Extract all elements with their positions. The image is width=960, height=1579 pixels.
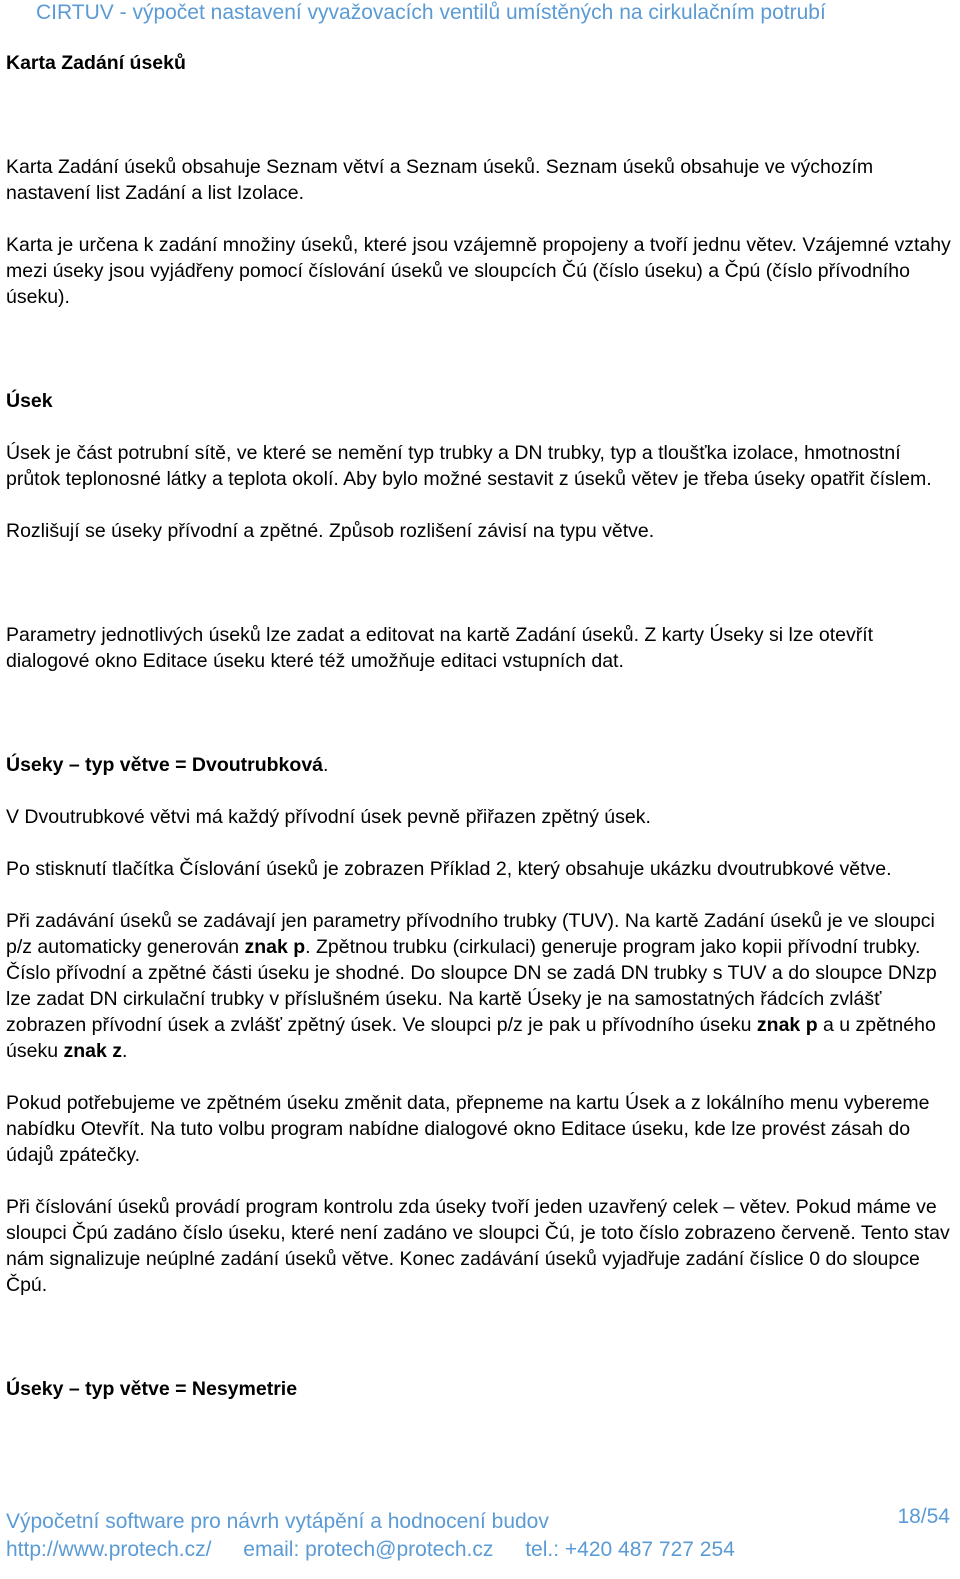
bold-run: znak p	[756, 1014, 818, 1036]
paragraph: Pokud potřebujeme ve zpětném úseku změnit data, přepneme na kartu Úsek a z lokálního menu vybereme nabídku Otevřít. Na tuto volbu program nabídne dialogové okno Editace úseku, kde lze provést zásah do údajů zpátečky.	[6, 1092, 930, 1166]
footer-phone: tel.: +420 487 727 254	[525, 1538, 735, 1561]
page-number: 18/54	[897, 1505, 950, 1528]
section-title-karta-zadani: Karta Zadání úseků	[6, 52, 186, 74]
text-run: . Zpětnou trubku (cirkulaci) generuje program jako kopii přívodní trubky. Číslo přívodní a zpětné části úseku je shodné. Do sloupce DN se zadá DN trubky s TUV a do sloupce DNzp lze zadat DN cirkulační trubky v příslušném úseku. Na kartě Úseky je na samostatných řádcích zvlášť zobrazen přívodní úsek a zvlášť zpětný úsek. Ve sloupci p/z je pak u přívodního úseku	[6, 936, 937, 1036]
title-dot: .	[323, 754, 329, 776]
page-header: CIRTUV - výpočet nastavení vyvažovacích ventilů umístěných na cirkulačním potrubí	[36, 1, 826, 24]
footer-email-link[interactable]: email: protech@protech.cz	[243, 1538, 494, 1561]
bold-run: znak p	[244, 936, 306, 958]
paragraph: Při číslování úseků provádí program kontrolu zda úseky tvoří jeden uzavřený celek – větev. Pokud máme ve sloupci Čpú zadáno číslo úseku, které není zadáno ve sloupci Čú, je toto číslo zobrazeno červeně. Tento stav nám signalizuje neúplné zadání úseků větve. Konec zadávání úseků vyjadřuje zadání číslice 0 do sloupce Čpú.	[6, 1196, 950, 1296]
page-footer	[6, 1505, 956, 1564]
paragraph: Parametry jednotlivých úseků lze zadat a editovat na kartě Zadání úseků. Z karty Úseky si lze otevřít dialogové okno Editace úseku které též umožňuje editaci vstupních dat.	[6, 624, 874, 672]
paragraph: Karta je určena k zadání množiny úseků, které jsou vzájemně propojeny a tvoří jednu větev. Vzájemné vztahy mezi úseky jsou vyjádřeny pomocí číslování úseků ve sloupcích Čú (číslo úseku) a Čpú (číslo přívodního úseku).	[6, 234, 951, 308]
footer-url-link[interactable]: http://www.protech.cz/	[6, 1538, 212, 1561]
section-title-nesymetrie: Úseky – typ větve = Nesymetrie	[6, 1378, 298, 1400]
section-title-dvoutrubkova: Úseky – typ větve = Dvoutrubková	[6, 754, 324, 776]
paragraph	[6, 908, 956, 1064]
section-title-dvoutrubkova-wrap	[6, 752, 956, 778]
paragraph: Karta Zadání úseků obsahuje Seznam větví a Seznam úseků. Seznam úseků obsahuje ve výchozím nastavení list Zadání a list Izolace.	[6, 156, 874, 204]
text-run: .	[121, 1040, 128, 1062]
text-run: a u zpětného úseku	[6, 1014, 936, 1062]
paragraph: V Dvoutrubkové větvi má každý přívodní úsek pevně přiřazen zpětný úsek.	[6, 806, 651, 828]
paragraph: Rozlišují se úseky přívodní a zpětné. Způsob rozlišení závisí na typu větve.	[6, 520, 655, 542]
bold-run: znak z	[63, 1040, 122, 1062]
paragraph: Úsek je část potrubní sítě, ve které se nemění typ trubky a DN trubky, typ a tloušťka izolace, hmotnostní průtok teplonosné látky a teplota okolí. Aby bylo možné sestavit z úseků větev je třeba úseky opatřit číslem.	[6, 442, 932, 490]
paragraph: Po stisknutí tlačítka Číslování úseků je zobrazen Příklad 2, který obsahuje ukázku dvoutrubkové větve.	[6, 858, 892, 880]
document-body	[6, 50, 956, 1402]
section-title-usek: Úsek	[6, 390, 53, 412]
text-run: Při zadávání úseků se zadávají jen parametry přívodního trubky (TUV). Na kartě Zadání úseků je ve sloupci p/z automaticky generován	[6, 910, 935, 958]
footer-title: Výpočetní software pro návrh vytápění a hodnocení budov	[6, 1510, 549, 1533]
